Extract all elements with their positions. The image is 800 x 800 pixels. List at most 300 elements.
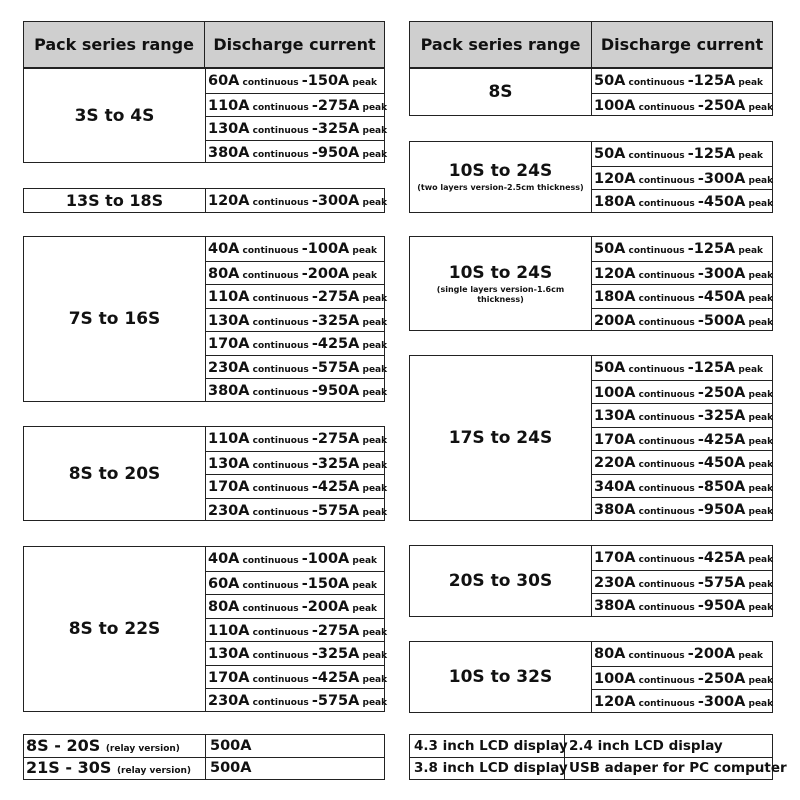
continuous-value: 110A [208, 98, 250, 114]
dash: - [697, 98, 704, 114]
discharge-current-cell [206, 331, 388, 354]
discharge-current-cell [206, 618, 388, 641]
dash: - [311, 623, 318, 639]
continuous-label: continuous [249, 126, 312, 136]
discharge-current-cell [206, 116, 388, 139]
peak-value: 500A [703, 313, 746, 329]
peak-label: peak [745, 507, 774, 517]
discharge-current-cell [206, 594, 384, 617]
peak-label: peak [745, 294, 774, 304]
relay-table [23, 734, 385, 780]
dash: - [301, 551, 308, 567]
peak-label: peak [349, 556, 378, 566]
peak-label: peak [735, 651, 764, 661]
continuous-value: 180A [594, 289, 636, 305]
continuous-label: continuous [635, 699, 698, 709]
discharge-current-cell [206, 308, 388, 331]
continuous-label: continuous [239, 78, 302, 88]
peak-label: peak [745, 390, 774, 400]
peak-label: peak [359, 294, 388, 304]
peak-label: peak [359, 150, 388, 160]
discharge-current-cell [592, 593, 772, 616]
continuous-value: 380A [208, 383, 250, 399]
dash: - [311, 193, 318, 209]
peak-value: 425A [317, 479, 360, 495]
peak-label: peak [359, 126, 388, 136]
continuous-value: 50A [594, 73, 626, 89]
left-group-5-range [24, 547, 206, 711]
discharge-current-cell [206, 665, 388, 688]
right-group-6-range [410, 642, 592, 712]
discharge-current-cell [592, 403, 772, 426]
peak-value: 950A [317, 383, 360, 399]
relay-row-2-range-text: 21S - 30S [26, 758, 112, 777]
dash: - [311, 456, 318, 472]
peak-value: 950A [317, 145, 360, 161]
right-group-2 [409, 141, 773, 213]
continuous-value: 170A [208, 479, 250, 495]
discharge-current-cell [206, 378, 388, 401]
peak-value: 450A [703, 194, 746, 210]
discharge-current-cell [592, 166, 772, 189]
peak-value: 300A [703, 266, 746, 282]
dash: - [697, 598, 704, 614]
continuous-label: continuous [249, 150, 312, 160]
right-header-current: Discharge current [592, 22, 772, 67]
continuous-label: continuous [239, 604, 302, 614]
continuous-label: continuous [249, 341, 312, 351]
continuous-label: continuous [635, 676, 698, 686]
peak-value: 250A [703, 98, 746, 114]
peak-value: 450A [703, 455, 746, 471]
dash: - [697, 432, 704, 448]
dash: - [311, 646, 318, 662]
peak-label: peak [359, 508, 388, 518]
dash: - [697, 289, 704, 305]
continuous-label: continuous [249, 698, 312, 708]
relay-row-1-range-text: 8S - 20S [26, 736, 101, 755]
peak-label: peak [359, 461, 388, 471]
discharge-current-cell [592, 450, 772, 473]
left-header-current: Discharge current [205, 22, 384, 67]
dash: - [301, 576, 308, 592]
dash: - [697, 479, 704, 495]
continuous-label: continuous [249, 198, 312, 208]
discharge-current-cell [592, 497, 772, 520]
pack-range-label: 10S to 32S [448, 667, 553, 687]
discharge-current-cell [206, 189, 388, 212]
peak-label: peak [745, 103, 774, 113]
discharge-current-cell [592, 284, 772, 307]
peak-value: 125A [693, 73, 736, 89]
continuous-value: 110A [208, 623, 250, 639]
pack-range-note: (two layers version-2.5cm thickness) [417, 183, 584, 192]
left-header-row [23, 21, 385, 68]
continuous-value: 50A [594, 146, 626, 162]
discharge-current-cell [206, 140, 388, 163]
peak-value: 425A [703, 432, 746, 448]
right-group-5-range [410, 546, 592, 616]
continuous-label: continuous [635, 199, 698, 209]
peak-value: 275A [317, 98, 360, 114]
peak-value: 325A [317, 121, 360, 137]
continuous-value: 380A [594, 502, 636, 518]
peak-value: 850A [703, 479, 746, 495]
discharge-current-cell [206, 498, 388, 521]
discharge-current-cell [592, 93, 772, 116]
relay-row-1-range [24, 735, 206, 758]
dash: - [311, 145, 318, 161]
dash: - [301, 241, 308, 257]
left-group-1-range [24, 69, 206, 162]
dash: - [697, 313, 704, 329]
discharge-current-cell [592, 642, 772, 665]
continuous-value: 100A [594, 671, 636, 687]
peak-label: peak [745, 603, 774, 613]
discharge-current-cell [206, 641, 388, 664]
continuous-value: 200A [594, 313, 636, 329]
pack-range-label: 17S to 24S [448, 428, 553, 448]
peak-label: peak [349, 604, 378, 614]
dash: - [311, 313, 318, 329]
discharge-current-cell [592, 308, 772, 331]
pack-range-label: 8S to 22S [68, 619, 161, 639]
pack-range-label: 3S to 4S [74, 105, 155, 126]
discharge-current-cell [206, 547, 384, 570]
peak-value: 250A [703, 385, 746, 401]
continuous-label: continuous [635, 507, 698, 517]
peak-value: 275A [317, 289, 360, 305]
dash: - [697, 171, 704, 187]
right-group-3-range [410, 237, 592, 330]
peak-value: 150A [307, 73, 350, 89]
discharge-current-cell [206, 261, 384, 284]
peak-label: peak [359, 341, 388, 351]
continuous-label: continuous [635, 271, 698, 281]
right-group-1 [409, 68, 773, 116]
peak-value: 575A [317, 360, 360, 376]
dash: - [697, 408, 704, 424]
discharge-current-cell [206, 284, 388, 307]
accessory-lcd-4-3: 4.3 inch LCD display [410, 735, 565, 758]
continuous-value: 220A [594, 455, 636, 471]
discharge-current-cell [592, 69, 772, 92]
peak-value: 125A [693, 241, 736, 257]
peak-value: 300A [703, 171, 746, 187]
continuous-label: continuous [249, 508, 312, 518]
accessory-lcd-2-4: 2.4 inch LCD display [569, 738, 723, 754]
discharge-current-cell [592, 689, 772, 712]
peak-value: 425A [703, 550, 746, 566]
continuous-label: continuous [635, 555, 698, 565]
left-group-5 [23, 546, 388, 712]
peak-value: 325A [317, 646, 360, 662]
peak-label: peak [745, 484, 774, 494]
relay-row-1-tag: (relay version) [105, 744, 180, 754]
peak-value: 100A [307, 551, 350, 567]
peak-label: peak [745, 555, 774, 565]
continuous-label: continuous [635, 580, 698, 590]
peak-label: peak [745, 318, 774, 328]
dash: - [311, 98, 318, 114]
dash: - [697, 671, 704, 687]
pack-range-note: (single layers version-1.6cm thickness) [436, 284, 565, 304]
peak-label: peak [359, 318, 388, 328]
peak-label: peak [745, 676, 774, 686]
continuous-label: continuous [239, 271, 302, 281]
peak-value: 100A [307, 241, 350, 257]
continuous-label: continuous [249, 103, 312, 113]
peak-label: peak [735, 151, 764, 161]
dash: - [687, 73, 694, 89]
dash: - [697, 455, 704, 471]
continuous-value: 50A [594, 241, 626, 257]
peak-label: peak [745, 460, 774, 470]
continuous-value: 170A [208, 336, 250, 352]
dash: - [311, 503, 318, 519]
continuous-value: 340A [594, 479, 636, 495]
continuous-label: continuous [249, 294, 312, 304]
peak-value: 250A [703, 671, 746, 687]
left-group-4 [23, 426, 388, 521]
continuous-label: continuous [635, 103, 698, 113]
dash: - [311, 670, 318, 686]
peak-value: 575A [317, 693, 360, 709]
peak-label: peak [349, 581, 378, 591]
right-group-1-range [410, 69, 592, 115]
pack-range-label: 10S to 24S [448, 262, 553, 283]
continuous-value: 40A [208, 241, 240, 257]
dash: - [311, 121, 318, 137]
peak-value: 275A [317, 431, 360, 447]
continuous-value: 380A [594, 598, 636, 614]
continuous-label: continuous [249, 461, 312, 471]
dash: - [301, 73, 308, 89]
pack-range-label: 8S to 20S [68, 463, 161, 484]
peak-value: 200A [307, 266, 350, 282]
discharge-current-cell [206, 571, 384, 594]
peak-value: 325A [317, 456, 360, 472]
dash: - [697, 194, 704, 210]
continuous-value: 230A [208, 360, 250, 376]
continuous-label: continuous [239, 246, 302, 256]
continuous-value: 120A [594, 171, 636, 187]
relay-row-1-current: 500A [210, 738, 252, 754]
peak-value: 450A [703, 289, 746, 305]
continuous-value: 110A [208, 431, 250, 447]
dash: - [697, 694, 704, 710]
continuous-value: 130A [208, 646, 250, 662]
peak-value: 200A [693, 646, 736, 662]
continuous-label: continuous [625, 246, 688, 256]
dash: - [301, 599, 308, 615]
dash: - [697, 575, 704, 591]
continuous-value: 230A [208, 503, 250, 519]
left-group-3-range [24, 237, 206, 401]
left-header-range: Pack series range [24, 22, 205, 67]
peak-value: 325A [317, 313, 360, 329]
continuous-label: continuous [249, 388, 312, 398]
dash: - [311, 431, 318, 447]
pack-range-label: 7S to 16S [68, 309, 161, 329]
continuous-value: 180A [594, 194, 636, 210]
discharge-current-cell [592, 356, 772, 379]
dash: - [311, 289, 318, 305]
continuous-value: 120A [208, 193, 250, 209]
peak-value: 950A [703, 598, 746, 614]
accessory-lcd-3-8: 3.8 inch LCD display [410, 757, 565, 780]
discharge-current-cell [206, 237, 384, 260]
left-group-4-range [24, 427, 206, 520]
continuous-label: continuous [249, 365, 312, 375]
continuous-label: continuous [635, 437, 698, 447]
continuous-label: continuous [625, 151, 688, 161]
right-header-range: Pack series range [410, 22, 592, 67]
right-header-row [409, 21, 773, 68]
discharge-current-cell [592, 570, 772, 593]
discharge-current-cell [206, 688, 388, 711]
peak-label: peak [349, 271, 378, 281]
continuous-label: continuous [635, 176, 698, 186]
peak-value: 300A [317, 193, 360, 209]
continuous-value: 120A [594, 266, 636, 282]
dash: - [697, 266, 704, 282]
continuous-value: 380A [208, 145, 250, 161]
continuous-value: 130A [208, 121, 250, 137]
continuous-value: 120A [594, 694, 636, 710]
peak-value: 200A [307, 599, 350, 615]
continuous-label: continuous [635, 413, 698, 423]
peak-label: peak [745, 437, 774, 447]
peak-value: 575A [703, 575, 746, 591]
continuous-label: continuous [249, 628, 312, 638]
continuous-value: 130A [594, 408, 636, 424]
right-group-4-range [410, 356, 592, 520]
continuous-value: 80A [594, 646, 626, 662]
continuous-label: continuous [635, 294, 698, 304]
peak-label: peak [359, 628, 388, 638]
continuous-label: continuous [249, 484, 312, 494]
relay-row-2-current: 500A [210, 760, 252, 776]
continuous-label: continuous [635, 318, 698, 328]
continuous-label: continuous [635, 460, 698, 470]
peak-label: peak [359, 436, 388, 446]
continuous-label: continuous [635, 603, 698, 613]
peak-value: 125A [693, 146, 736, 162]
peak-label: peak [735, 365, 764, 375]
peak-value: 425A [317, 336, 360, 352]
continuous-value: 80A [208, 266, 240, 282]
dash: - [687, 241, 694, 257]
discharge-current-cell [206, 474, 388, 497]
peak-label: peak [745, 199, 774, 209]
left-group-1 [23, 68, 388, 163]
continuous-label: continuous [249, 651, 312, 661]
peak-label: peak [359, 103, 388, 113]
discharge-current-cell [592, 546, 772, 569]
dash: - [697, 385, 704, 401]
continuous-value: 80A [208, 599, 240, 615]
discharge-current-cell [592, 261, 772, 284]
discharge-current-cell [206, 451, 388, 474]
discharge-current-cell [592, 237, 772, 260]
left-group-2 [23, 188, 388, 213]
discharge-current-cell [592, 666, 772, 689]
peak-value: 575A [317, 503, 360, 519]
peak-value: 425A [317, 670, 360, 686]
accessories-table [409, 734, 787, 780]
continuous-value: 60A [208, 73, 240, 89]
left-group-2-range [24, 189, 206, 212]
continuous-label: continuous [635, 390, 698, 400]
continuous-label: continuous [249, 318, 312, 328]
continuous-label: continuous [239, 556, 302, 566]
continuous-label: continuous [625, 651, 688, 661]
dash: - [311, 360, 318, 376]
dash: - [311, 479, 318, 495]
accessory-usb-adapter: USB adaper for PC computer [569, 760, 787, 776]
right-group-2-range [410, 142, 592, 212]
peak-label: peak [359, 484, 388, 494]
pack-range-label: 20S to 30S [448, 571, 553, 591]
discharge-current-cell [592, 189, 772, 212]
continuous-value: 100A [594, 98, 636, 114]
peak-value: 150A [307, 576, 350, 592]
discharge-current-cell [206, 69, 384, 92]
continuous-label: continuous [249, 436, 312, 446]
left-group-3 [23, 236, 388, 402]
peak-label: peak [349, 246, 378, 256]
discharge-current-cell [206, 427, 388, 450]
continuous-label: continuous [239, 581, 302, 591]
dash: - [697, 550, 704, 566]
continuous-label: continuous [625, 365, 688, 375]
discharge-current-cell [592, 427, 772, 450]
continuous-value: 40A [208, 551, 240, 567]
right-group-4 [409, 355, 773, 521]
right-group-6 [409, 641, 773, 713]
peak-label: peak [359, 651, 388, 661]
pack-range-label: 13S to 18S [65, 191, 164, 210]
discharge-current-cell [592, 474, 772, 497]
dash: - [301, 266, 308, 282]
continuous-value: 130A [208, 313, 250, 329]
discharge-current-cell [592, 142, 772, 165]
pack-range-label: 8S [488, 82, 513, 102]
continuous-value: 130A [208, 456, 250, 472]
peak-label: peak [745, 580, 774, 590]
continuous-value: 60A [208, 576, 240, 592]
peak-value: 275A [317, 623, 360, 639]
discharge-current-cell [206, 93, 388, 116]
peak-value: 950A [703, 502, 746, 518]
continuous-value: 110A [208, 289, 250, 305]
peak-label: peak [745, 271, 774, 281]
relay-row-2-tag: (relay version) [116, 766, 192, 776]
peak-label: peak [745, 413, 774, 423]
relay-row-2-range [24, 757, 206, 780]
peak-value: 325A [703, 408, 746, 424]
dash: - [687, 360, 694, 376]
peak-label: peak [735, 246, 764, 256]
peak-label: peak [359, 675, 388, 685]
peak-label: peak [349, 78, 378, 88]
right-group-5 [409, 545, 773, 617]
dash: - [311, 693, 318, 709]
peak-label: peak [359, 198, 388, 208]
peak-label: peak [735, 78, 764, 88]
peak-label: peak [745, 176, 774, 186]
